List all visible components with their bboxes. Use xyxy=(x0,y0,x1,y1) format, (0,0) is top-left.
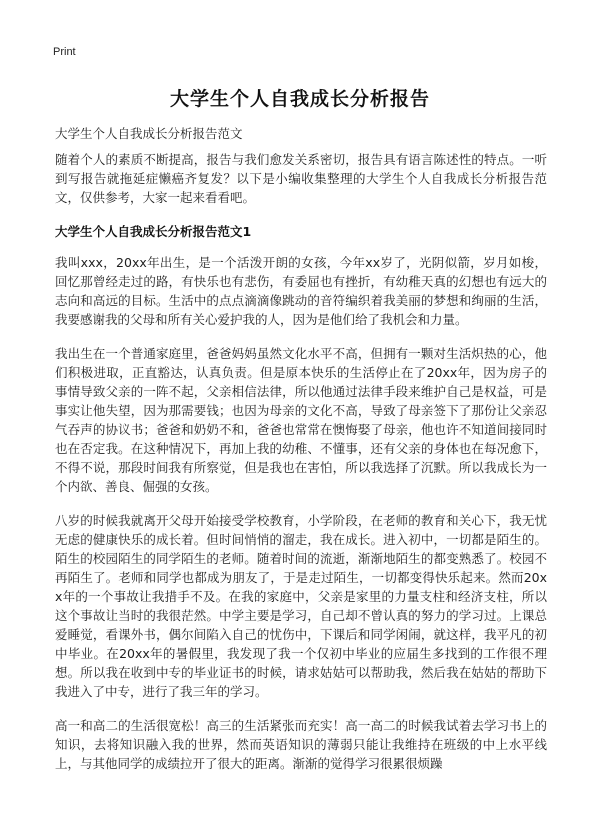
body-paragraph: 高一和高二的生活很宽松！高三的生活紧张而充实！高一高二的时候我试着去学习书上的知识，去将知识融入我的世界，然而英语知识的薄弱只能让我维持在班级的中上水平线上，与其他同学的成绩拉开了很大的距离。渐渐的觉得学习很累很烦躁 xyxy=(55,718,547,771)
section-heading: 大学生个人自我成长分析报告范文1 xyxy=(55,224,252,239)
body-paragraph: 我叫xxx，20xx年出生，是一个活泼开朗的女孩，今年xx岁了，光阴似箭，岁月如梭，回忆那曾经走过的路，有快乐也有悲伤，有委屈也有挫折，有幼稚天真的幻想也有远大的志向和高远的目标。生活中的点点滴滴像跳动的音符编织着我美丽的梦想和绚丽的生活，我要感谢我的父母和所有关心爱护我的人，因为是他们给了我机会和力量。 xyxy=(55,255,547,327)
intro-paragraph: 随着个人的素质不断提高，报告与我们愈发关系密切，报告具有语言陈述性的特点。一听到写报告就拖延症懒癌齐复发？以下是小编收集整理的大学生个人自我成长分析报告范文，仅供参考，大家一起来看看吧。 xyxy=(55,152,547,205)
body-paragraph: 八岁的时候我就离开父母开始接受学校教育，小学阶段，在老师的教育和关心下，我无忧无虑的健康快乐的成长着。但时间悄悄的溜走，我在成长。进入初中，一切都是陌生的。陌生的校园陌生的同学陌生的老师。随着时间的流逝，渐渐地陌生的都变熟悉了。校园不再陌生了。老师和同学也都成为朋友了，于是走过陌生，一切都变得快乐起来。然而20xx年的一个事故让我措手不及。在我的家庭中，父亲是家里的力量支柱和经济支柱，所以这个事故让当时的我很茫然。中学主要是学习，自己却不曾认真的努力的学习过。上课总爱睡觉，看课外书，偶尔间陷入自己的忧伤中，下课后和同学闲闹，就这样，我平凡的初中毕业。在20xx年的暑假里，我发现了我一个仅初中毕业的应届生多找到的工作很不理想。所以我在收到中专的毕业证书的时候，请求姑姑可以帮助我，然后我在姑姑的帮助下我进入了中专，进行了我三年的学习。 xyxy=(55,513,547,699)
print-link[interactable]: Print xyxy=(53,46,76,58)
document-body xyxy=(55,150,547,788)
body-paragraph: 我出生在一个普通家庭里，爸爸妈妈虽然文化水平不高，但拥有一颗对生活炽热的心，他们积极进取，正直豁达，认真负责。但是原本快乐的生活停止在了20xx年，因为房子的事情导致父亲的一阵不起，父亲相信法律，所以他通过法律手段来维护自己是权益，可是事实让他失望，因为那需要钱；也因为母亲的文化不高，导致了母亲签下了那份让父亲忍气吞声的协议书；爸爸和奶奶不和，爸爸也常常在懊悔娶了母亲，他也许不知道间接同时也在否定我。在这种情况下，再加上我的幼稚、不懂事，还有父亲的身体也在每况愈下，不得不说，那段时间我有所察觉，但是我也在害怕，所以我选择了沉默。所以我成长为一个内欲、善良、倔强的女孩。 xyxy=(55,346,547,494)
document-subtitle: 大学生个人自我成长分析报告范文 xyxy=(55,126,243,141)
document-title: 大学生个人自我成长分析报告 xyxy=(169,88,430,110)
